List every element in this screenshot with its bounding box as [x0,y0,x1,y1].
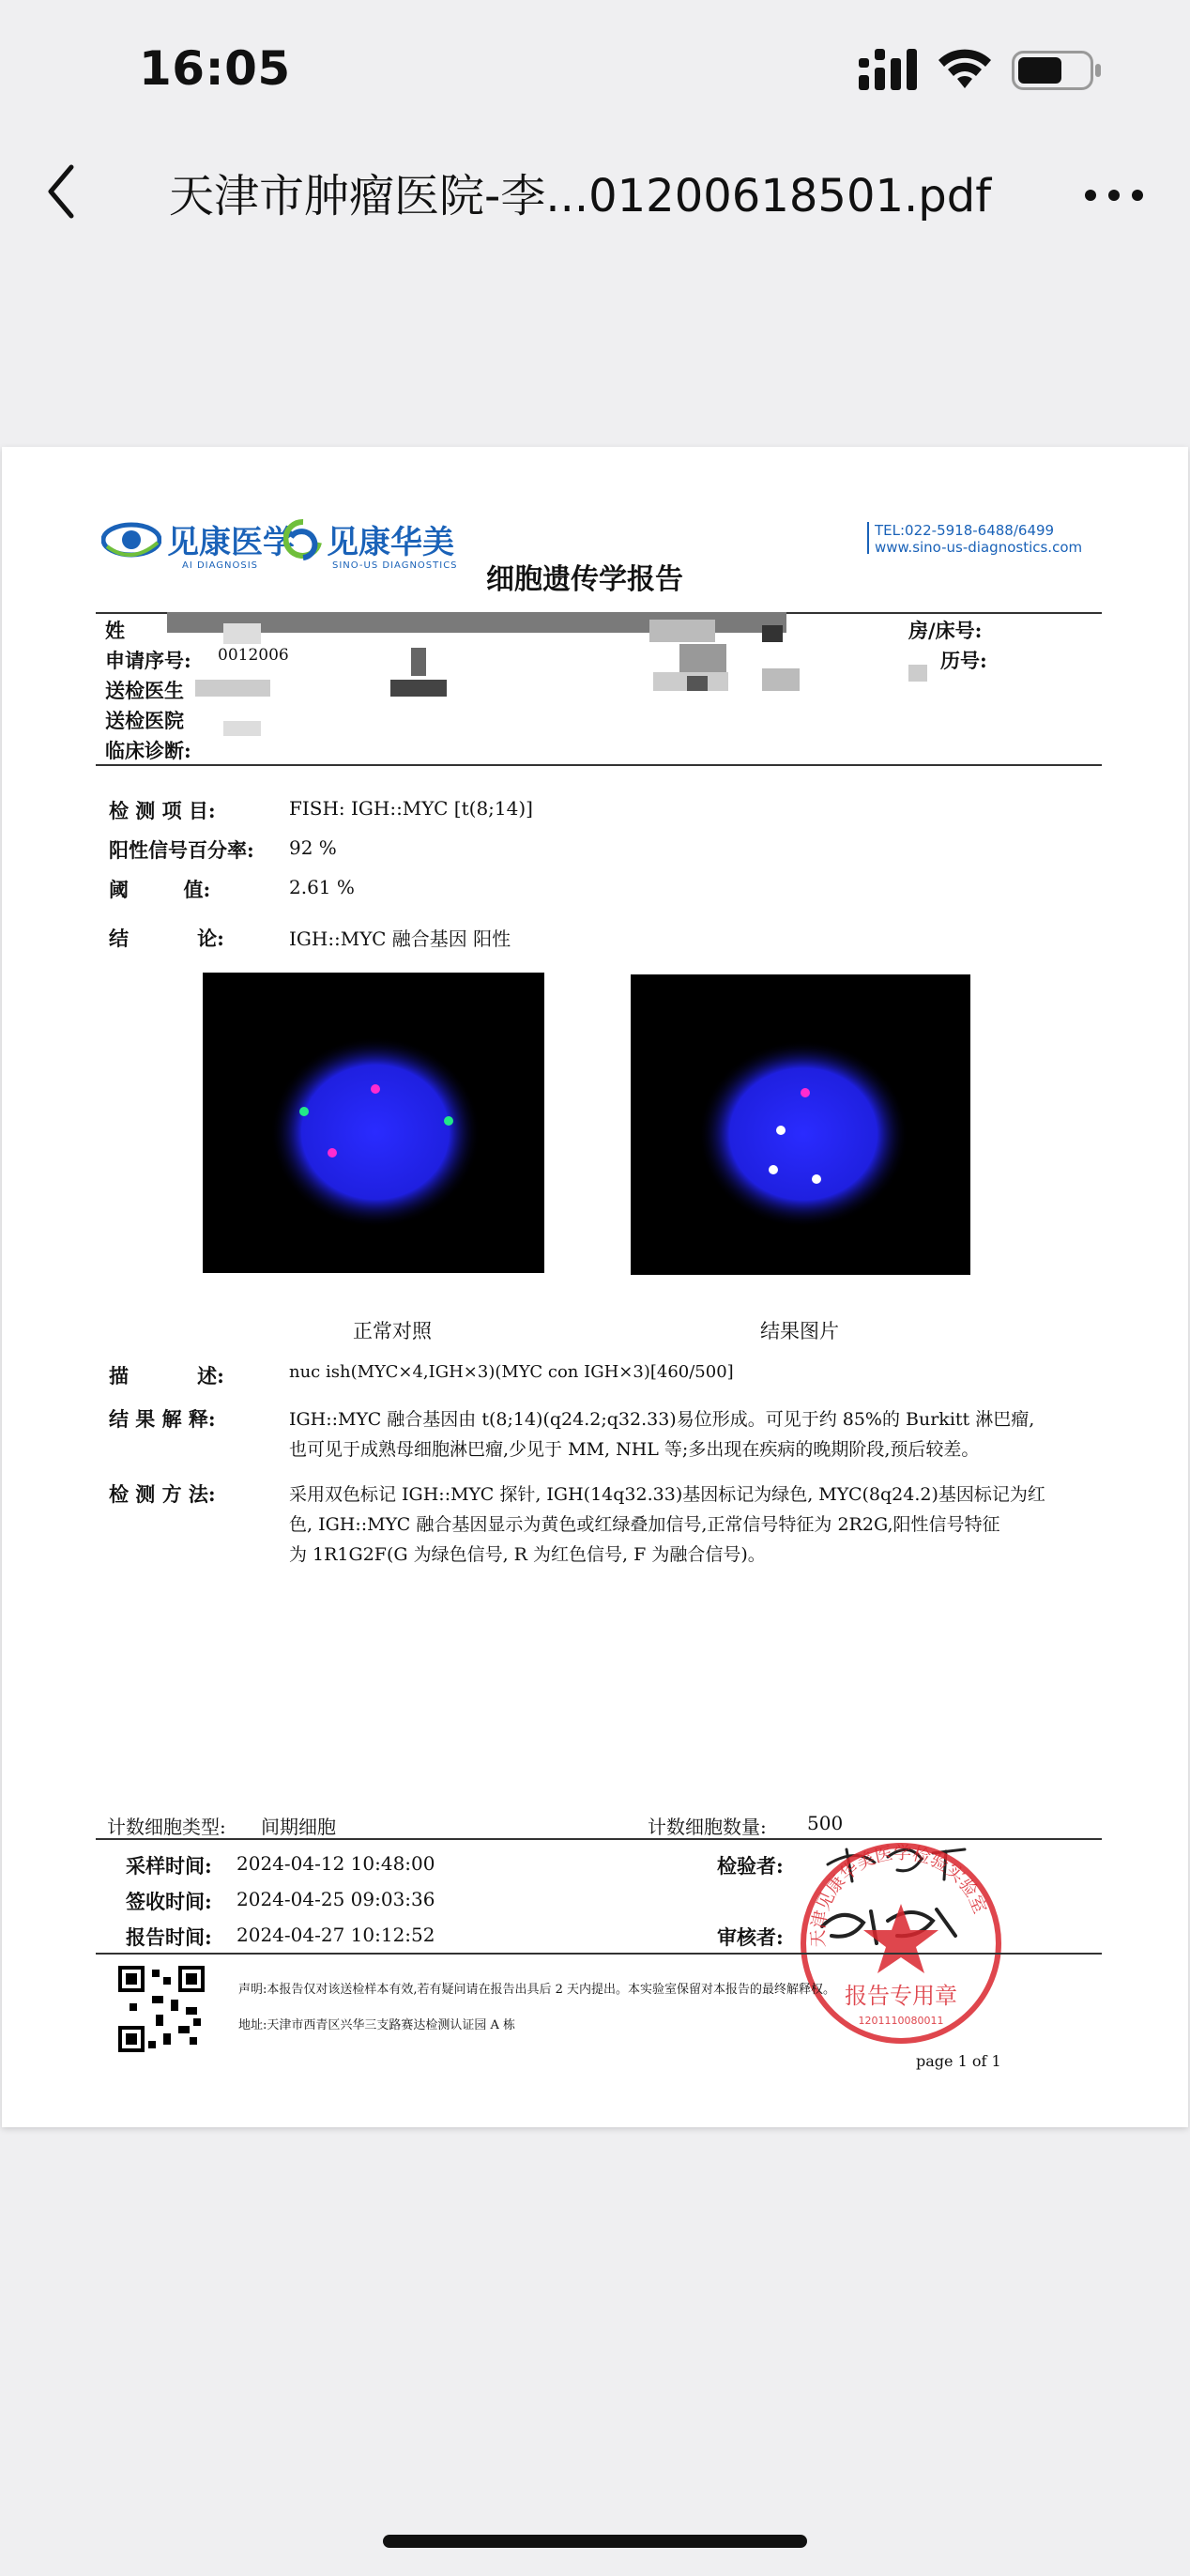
interpretation-line: 也可见于成熟母细胞淋巴瘤,少见于 MM, NHL 等;多出现在疾病的晚期阶段,预后较差。 [289,1439,980,1460]
header-bottom-rule [96,764,1102,766]
document-title: 天津市肿瘤医院-李...01200618501.pdf [169,170,992,222]
interpretation-text [289,1404,1096,1464]
contact-divider [867,522,869,554]
normal-control-image [203,973,544,1273]
doctor-label: 送检医生 [105,679,184,702]
cell-count-label: 计数细胞数量: [648,1816,767,1838]
threshold-value: 2.61 % [289,876,355,898]
redaction-block [390,680,447,697]
positive-rate-label: 阳性信号百分率: [109,838,254,862]
footer-rule [96,1953,1102,1955]
redaction-block [195,680,270,697]
pdf-page[interactable] [2,447,1188,2127]
wifi-icon [937,47,993,90]
eye-logo-icon [101,518,161,561]
cell-type-value: 间期细胞 [261,1816,336,1838]
qr-code [118,1966,205,2052]
method-text [289,1480,1096,1570]
address-text: 地址:天津市西青区兴华三支路赛达检测认证园 A 栋 [238,2018,516,2032]
interpretation-line: IGH::MYC 融合基因由 t(8;14)(q24.2;q32.33)易位形成。可见于约 85%的 Burkitt 淋巴瘤, [289,1409,1035,1430]
redaction-block [762,625,783,642]
conclusion-value: IGH::MYC 融合基因 阳性 [289,928,511,950]
svg-text:天津见康华美医学检验实验室: 天津见康华美医学检验实验室 [807,1842,991,1948]
reviewer-label: 审核者: [717,1925,784,1949]
request-no-value: 0012006 [218,646,289,665]
contact-tel: TEL:022-5918-6488/6499 [875,522,1055,539]
swirl-logo-icon [283,518,323,561]
description-label: 描 述: [109,1364,224,1388]
description-value: nuc ish(MYC×4,IGH×3)(MYC con IGH×3)[460/500] [289,1362,734,1382]
room-bed-label: 房/床号: [908,619,983,642]
request-no-label: 申请序号: [105,649,191,672]
threshold-label: 阈 值: [109,878,211,901]
test-item-value: FISH: IGH::MYC [t(8;14)] [289,797,533,820]
disclaimer-text: 声明:本报告仅对该送检样本有效,若有疑问请在报告出具后 2 天内提出。本实验室保留对本报告的最终解释权。 [238,1983,836,1997]
official-stamp [788,1831,1014,2056]
redaction-block [908,665,927,682]
sampling-time-label: 采样时间: [126,1854,212,1878]
result-image-caption: 结果图片 [760,1320,839,1342]
contact-web: www.sino-us-diagnostics.com [875,539,1083,556]
logo-left: 见康医学 AI DIAGNOSIS [167,524,295,571]
sampling-time-value: 2024-04-12 10:48:00 [236,1852,435,1875]
method-line: 为 1R1G2F(G 为绿色信号, R 为红色信号, F 为融合信号)。 [289,1544,766,1565]
method-line: 采用双色标记 IGH::MYC 探针, IGH(14q32.33)基因标记为绿色, MYC(8q24.2)基因标记为红 [289,1484,1045,1505]
logo-right: 见康华美 SINO-US DIAGNOSTICS [327,524,458,571]
contact-info [875,522,1082,556]
redaction-block [679,644,726,672]
more-options-icon[interactable] [1081,184,1147,207]
redaction-block [649,620,715,642]
redaction-block [762,668,800,691]
positive-rate-value: 92 % [289,836,337,859]
report-title: 细胞遗传学报告 [486,563,683,596]
examiner-label: 检验者: [717,1854,784,1878]
back-chevron-icon[interactable] [41,161,83,222]
medical-record-label: 历号: [940,649,987,672]
hospital-label: 送检医院 [105,709,184,732]
redaction-block [411,648,426,676]
cellular-signal-icon [859,49,919,90]
report-time-value: 2024-04-27 10:12:52 [236,1924,435,1946]
normal-control-caption: 正常对照 [353,1320,432,1342]
svg-text:报告专用章: 报告专用章 [845,1983,957,2009]
redaction-block [223,721,261,736]
cell-type-label: 计数细胞类型: [107,1816,226,1838]
page-number: page 1 of 1 [916,2052,1001,2070]
svg-text:1201110080011: 1201110080011 [858,2015,944,2027]
battery-icon [1012,51,1102,90]
home-indicator[interactable] [383,2535,807,2548]
redaction-block [687,676,708,691]
interpretation-label: 结 果 解 释: [109,1407,216,1431]
method-line: 色, IGH::MYC 融合基因显示为黄色或红绿叠加信号,正常信号特征为 2R2G,阳性信号特征 [289,1514,1000,1535]
status-bar [0,0,1190,141]
result-image [631,974,970,1275]
receiving-time-value: 2024-04-25 09:03:36 [236,1888,435,1910]
receiving-time-label: 签收时间: [126,1890,212,1913]
conclusion-label: 结 论: [109,927,224,950]
status-time: 16:05 [139,41,291,96]
test-item-label: 检 测 项 目: [109,799,216,822]
method-label: 检 测 方 法: [109,1482,216,1506]
diagnosis-label: 临床诊断: [105,739,191,762]
cell-count-value: 500 [807,1812,844,1834]
redaction-block [223,623,261,644]
report-time-label: 报告时间: [126,1925,212,1949]
name-label: 姓 [105,619,125,642]
